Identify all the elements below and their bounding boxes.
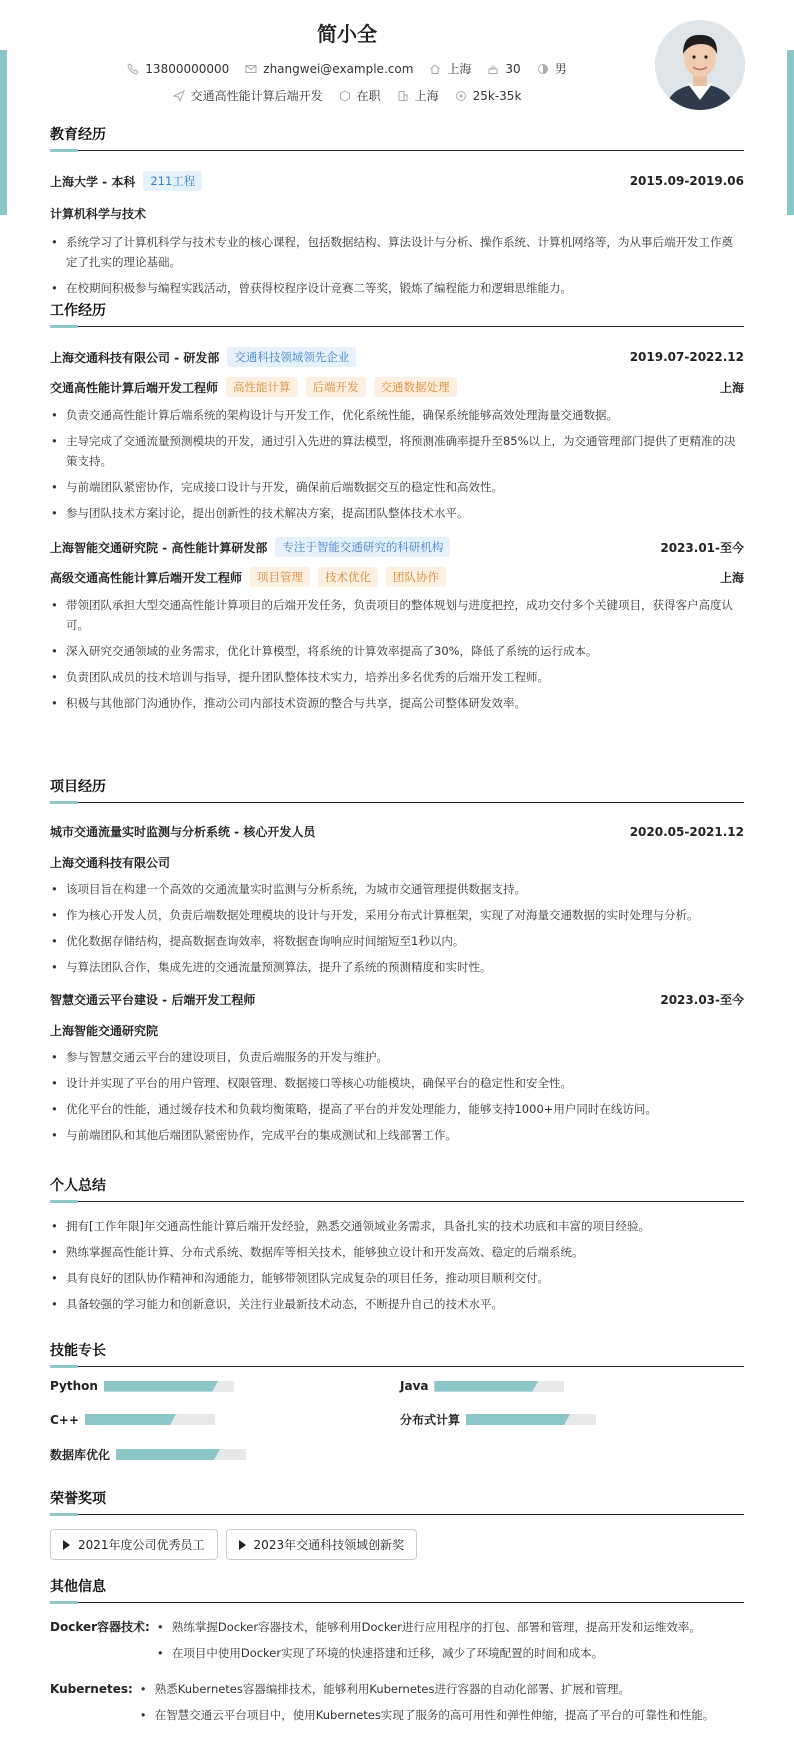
- summary-title: 个人总结: [50, 1175, 744, 1202]
- list-item: • 熟练掌握Docker容器技术，能够利用Docker进行应用程序的打包、部署和管理，提高开发和运维效率。: [156, 1617, 701, 1637]
- skills-title: 技能专长: [50, 1340, 744, 1367]
- projects-title: 项目经历: [50, 776, 744, 803]
- candidate-name: 简小全: [317, 22, 377, 46]
- skill-item: [50, 1379, 400, 1393]
- list-item: • 负责交通高性能计算后端系统的架构设计与开发工作，优化系统性能，确保系统能够高效处理海量交通数据。: [50, 405, 744, 425]
- gender-icon: [537, 63, 549, 75]
- honor-text: 2021年度公司优秀员工: [78, 1538, 205, 1552]
- skill-bar-fill: [466, 1414, 570, 1425]
- list-item: • 该项目旨在构建一个高效的交通流量实时监测与分析系统，为城市交通管理提供数据支持。: [50, 879, 744, 899]
- job-2-header: [50, 537, 744, 557]
- other-group-bullets: [156, 1617, 701, 1669]
- list-item: • 在项目中使用Docker实现了环境的快速搭建和迁移，减少了环境配置的时间和成本。: [156, 1643, 701, 1663]
- honor-text: 2023年交通科技领域创新奖: [253, 1538, 405, 1552]
- skill-name: Java: [400, 1379, 429, 1393]
- status-text: 在职: [356, 89, 381, 103]
- left-accent-bar: [0, 50, 7, 215]
- projects-section: [50, 776, 744, 1151]
- project-1-date: 2020.05-2021.12: [629, 824, 744, 839]
- project-2-bullets: [50, 1047, 744, 1145]
- job-2-role-row: [50, 567, 744, 587]
- job-2-tag: 项目管理: [250, 567, 310, 587]
- project-2-header: [50, 991, 744, 1008]
- work-city-text: 上海: [414, 89, 439, 103]
- list-item: • 深入研究交通领域的业务需求，优化计算模型，将系统的计算效率提高了30%，降低了系统的运行成本。: [50, 641, 744, 661]
- skill-bar-fill: [85, 1414, 176, 1425]
- contact-row: [50, 60, 644, 77]
- skill-bar: [85, 1414, 215, 1425]
- job-1-company: 上海交通科技有限公司 - 研发部: [50, 350, 220, 365]
- list-item: • 优化数据存储结构，提高数据查询效率，将数据查询响应时间缩短至1秒以内。: [50, 931, 744, 951]
- building-icon: [397, 90, 409, 102]
- position-info: [173, 87, 323, 104]
- salary-info: [455, 89, 522, 103]
- job-1-header: [50, 347, 744, 367]
- skill-item: [50, 1411, 400, 1428]
- list-item: • 在校期间积极参与编程实践活动，曾获得校程序设计竞赛二等奖，锻炼了编程能力和逻辑思维能力。: [50, 278, 744, 298]
- project-1-name: 城市交通流量实时监测与分析系统 - 核心开发人员: [50, 825, 316, 839]
- other-group-bullets: [139, 1679, 715, 1731]
- skill-name: C++: [50, 1412, 79, 1427]
- job-intent-row: [50, 87, 644, 104]
- honors-list: [50, 1529, 744, 1560]
- job-1-company-tag: 交通科技领域领先企业: [227, 347, 356, 367]
- list-item: • 主导完成了交通流量预测模块的开发，通过引入先进的算法模型，将预测准确率提升至85%以上，为交通管理部门提供了更精准的决策支持。: [50, 431, 744, 471]
- home-icon: [429, 63, 441, 75]
- summary-bullets: [50, 1216, 744, 1314]
- project-1-bullets: [50, 879, 744, 977]
- list-item: • 参与智慧交通云平台的建设项目，负责后端服务的开发与维护。: [50, 1047, 744, 1067]
- list-item: • 优化平台的性能，通过缓存技术和负载均衡策略，提高了平台的并发处理能力，能够支持1000+用户同时在线访问。: [50, 1099, 744, 1119]
- skill-item: [400, 1411, 744, 1428]
- job-1-tag: 后端开发: [306, 377, 366, 397]
- job-1-role-row: [50, 377, 744, 397]
- other-group-label: Docker容器技术:: [50, 1620, 150, 1634]
- job-2-role: 高级交通高性能计算后端开发工程师: [50, 570, 243, 585]
- list-item: • 积极与其他部门沟通协作，推动公司内部技术资源的整合与共享，提高公司整体研发效率。: [50, 693, 744, 713]
- honor-item: [50, 1529, 218, 1560]
- skill-item: [50, 1446, 400, 1463]
- job-1-date: 2019.07-2022.12: [629, 350, 744, 364]
- city-text: 上海: [447, 62, 472, 76]
- honors-title: 荣誉奖项: [50, 1488, 744, 1515]
- other-section: [50, 1576, 744, 1731]
- skill-name: 分布式计算: [400, 1413, 461, 1427]
- honor-item: [226, 1529, 418, 1560]
- list-item: • 与算法团队合作，集成先进的交通流量预测算法，提升了系统的预测精度和实时性。: [50, 957, 744, 977]
- hexagon-icon: [339, 90, 351, 102]
- list-item: • 系统学习了计算机科学与技术专业的核心课程，包括数据结构、算法设计与分析、操作系统、计算机网络等，为从事后端开发工作奠定了扎实的理论基础。: [50, 232, 744, 272]
- age-text: 30: [505, 61, 521, 76]
- salary-text: 25k-35k: [472, 88, 522, 103]
- skills-section: [50, 1340, 744, 1463]
- gender-text: 男: [554, 62, 567, 76]
- right-accent-bar: [787, 50, 794, 215]
- job-2-tag: 技术优化: [318, 567, 378, 587]
- email-icon: [245, 63, 257, 75]
- job-2-location: 上海: [719, 570, 744, 585]
- work-title: 工作经历: [50, 300, 744, 327]
- education-bullets: [50, 232, 744, 298]
- project-2-date: 2023.03-至今: [660, 993, 744, 1007]
- list-item: • 与前端团队紧密协作，完成接口设计与开发，确保前后端数据交互的稳定性和高效性。: [50, 477, 744, 497]
- list-item: • 参与团队技术方案讨论，提出创新性的技术解决方案，提高团队整体技术水平。: [50, 503, 744, 523]
- school-name: 上海大学 - 本科: [50, 174, 136, 189]
- job-1-tag: 高性能计算: [226, 377, 298, 397]
- education-date: 2015.09-2019.06: [629, 174, 744, 188]
- city-info: [429, 60, 471, 77]
- list-item: • 负责团队成员的技术培训与指导，提升团队整体技术实力，培养出多名优秀的后端开发工程师。: [50, 667, 744, 687]
- school-tag: 211工程: [143, 171, 202, 191]
- phone-text: 13800000000: [145, 61, 230, 76]
- job-2-bullets: [50, 595, 744, 713]
- job-2-date: 2023.01-至今: [660, 540, 744, 555]
- coin-icon: [455, 90, 467, 102]
- skill-name: 数据库优化: [50, 1448, 111, 1462]
- education-row: [50, 171, 744, 191]
- resume-page: [50, 0, 744, 1722]
- job-2-company-tag: 专注于智能交通研究的科研机构: [275, 537, 450, 557]
- gender-info: [537, 60, 567, 77]
- skill-item: [400, 1379, 744, 1393]
- skill-bar-fill: [434, 1381, 538, 1392]
- resume-header: [50, 0, 744, 130]
- major-name: 计算机科学与技术: [50, 207, 147, 221]
- avatar: [655, 20, 745, 110]
- job-2-tag: 团队协作: [386, 567, 446, 587]
- list-item: • 在智慧交通云平台项目中，使用Kubernetes实现了服务的高可用性和弹性伸缩，提高了平台的可靠性和性能。: [139, 1705, 715, 1725]
- list-item: • 设计并实现了平台的用户管理、权限管理、数据接口等核心功能模块，确保平台的稳定性和安全性。: [50, 1073, 744, 1093]
- cake-icon: [487, 63, 499, 75]
- project-1-header: [50, 823, 744, 840]
- list-item: • 熟练掌握高性能计算、分布式系统、数据库等相关技术，能够独立设计和开发高效、稳定的后端系统。: [50, 1242, 744, 1262]
- phone-info: [127, 62, 229, 76]
- project-2-name: 智慧交通云平台建设 - 后端开发工程师: [50, 993, 256, 1007]
- list-item: • 熟悉Kubernetes容器编排技术，能够利用Kubernetes进行容器的自动化部署、扩展和管理。: [139, 1679, 715, 1699]
- age-info: [487, 62, 520, 76]
- other-group: [50, 1679, 744, 1731]
- list-item: • 具有良好的团队协作精神和沟通能力，能够带领团队完成复杂的项目任务，推动项目顺利交付。: [50, 1268, 744, 1288]
- list-item: • 与前端团队和其他后端团队紧密协作，完成平台的集成测试和上线部署工作。: [50, 1125, 744, 1145]
- project-1-org: 上海交通科技有限公司: [50, 856, 171, 870]
- job-1-location: 上海: [719, 380, 744, 395]
- education-section: [50, 124, 744, 304]
- work-section: [50, 300, 744, 719]
- send-icon: [173, 90, 185, 102]
- skill-bar: [466, 1414, 596, 1425]
- job-1-tag: 交通数据处理: [374, 377, 457, 397]
- skill-bar-fill: [104, 1381, 218, 1392]
- skill-bar-fill: [116, 1449, 220, 1460]
- email-text: zhangwei@example.com: [263, 61, 414, 76]
- job-2-company: 上海智能交通研究院 - 高性能计算研发部: [50, 540, 268, 555]
- email-info: [245, 62, 413, 76]
- skills-grid: [50, 1379, 744, 1463]
- summary-section: [50, 1175, 744, 1320]
- list-item: • 具备较强的学习能力和创新意识，关注行业最新技术动态，不断提升自己的技术水平。: [50, 1294, 744, 1314]
- project-2-org: 上海智能交通研究院: [50, 1024, 159, 1038]
- honors-section: [50, 1488, 744, 1560]
- work-city-info: [397, 87, 439, 104]
- other-group-label: Kubernetes:: [50, 1682, 133, 1696]
- job-1-role: 交通高性能计算后端开发工程师: [50, 380, 219, 395]
- skill-bar: [116, 1449, 246, 1460]
- skill-bar: [104, 1381, 234, 1392]
- other-title: 其他信息: [50, 1576, 744, 1603]
- education-title: 教育经历: [50, 124, 744, 151]
- list-item: • 作为核心开发人员，负责后端数据处理模块的设计与开发，采用分布式计算框架，实现了对海量交通数据的实时处理与分析。: [50, 905, 744, 925]
- job-1-bullets: [50, 405, 744, 523]
- phone-icon: [127, 63, 139, 75]
- other-group: [50, 1617, 744, 1669]
- position-text: 交通高性能计算后端开发: [190, 89, 323, 103]
- list-item: • 带领团队承担大型交通高性能计算项目的后端开发任务，负责项目的整体规划与进度把控，成功交付多个关键项目，获得客户高度认可。: [50, 595, 744, 635]
- list-item: • 拥有[工作年限]年交通高性能计算后端开发经验，熟悉交通领域业务需求，具备扎实的技术功底和丰富的项目经验。: [50, 1216, 744, 1236]
- skill-name: Python: [50, 1379, 98, 1393]
- play-icon: [239, 1540, 246, 1550]
- status-info: [339, 87, 381, 104]
- skill-bar: [434, 1381, 564, 1392]
- play-icon: [63, 1540, 70, 1550]
